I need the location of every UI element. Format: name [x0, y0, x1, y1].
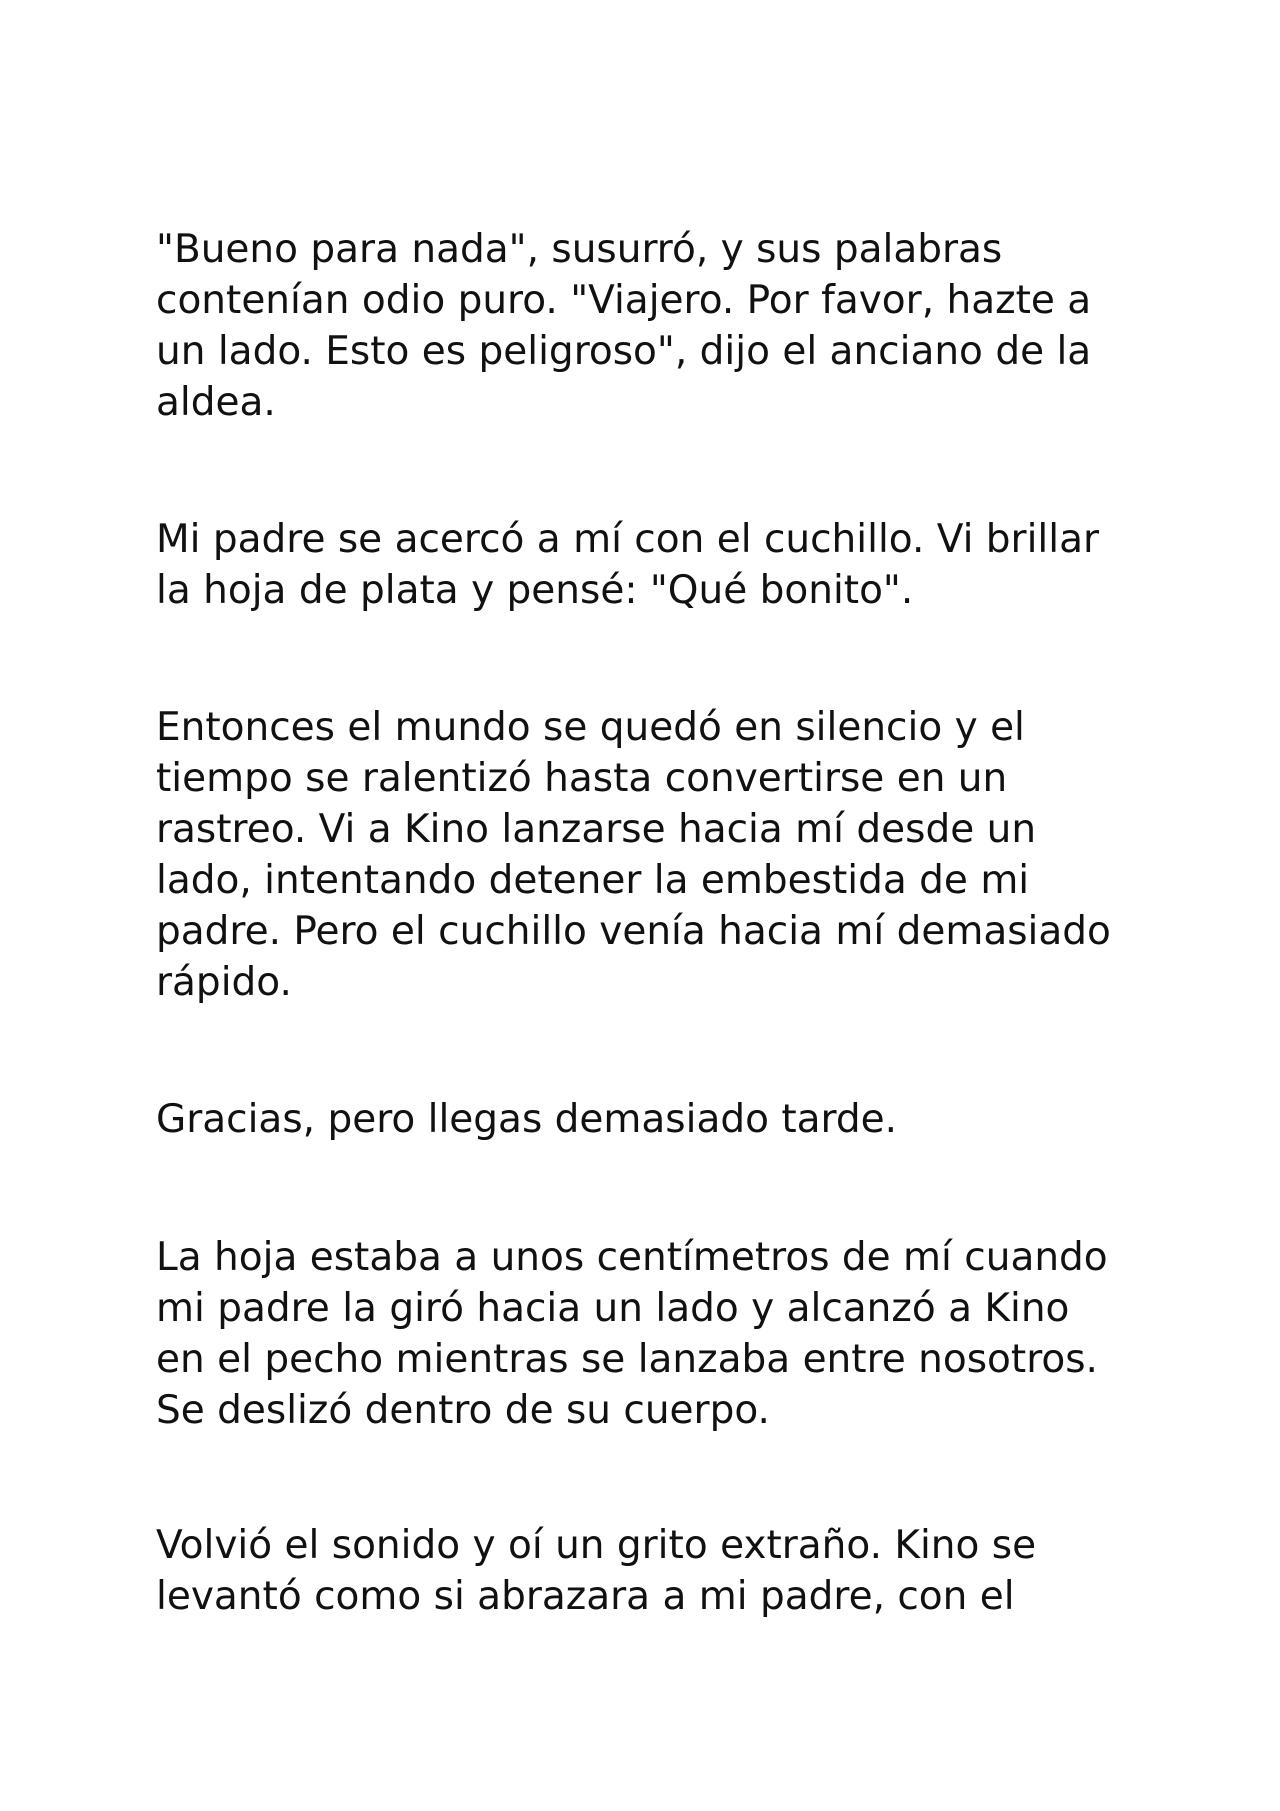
paragraph: "Bueno para nada", susurró, y sus palabras contenían odio puro. "Viajero. Por favor, hazte a un lado. Esto es peligroso", dijo el anciano de la aldea. [156, 227, 1092, 425]
paragraph: Volvió el sonido y oí un grito extraño. Kino se levantó como si abrazara a mi padre, con el [156, 1523, 1037, 1619]
paragraph: Mi padre se acercó a mí con el cuchillo. Vi brillar la hoja de plata y pensé: "Qué bonito". [156, 517, 1100, 613]
paragraph: Entonces el mundo se quedó en silencio y el tiempo se ralentizó hasta convertirse en un rastreo. Vi a Kino lanzarse hacia mí desde un lado, intentando detener la embestida de mi padre. Pero el cuchillo venía hacia mí demasiado rápido. [156, 705, 1111, 1005]
paragraph: Gracias, pero llegas demasiado tarde. [156, 1097, 898, 1142]
paragraph: La hoja estaba a unos centímetros de mí cuando mi padre la giró hacia un lado y alcanzó a Kino en el pecho mientras se lanzaba entre nosotros. Se deslizó dentro de su cuerpo. [156, 1235, 1108, 1433]
